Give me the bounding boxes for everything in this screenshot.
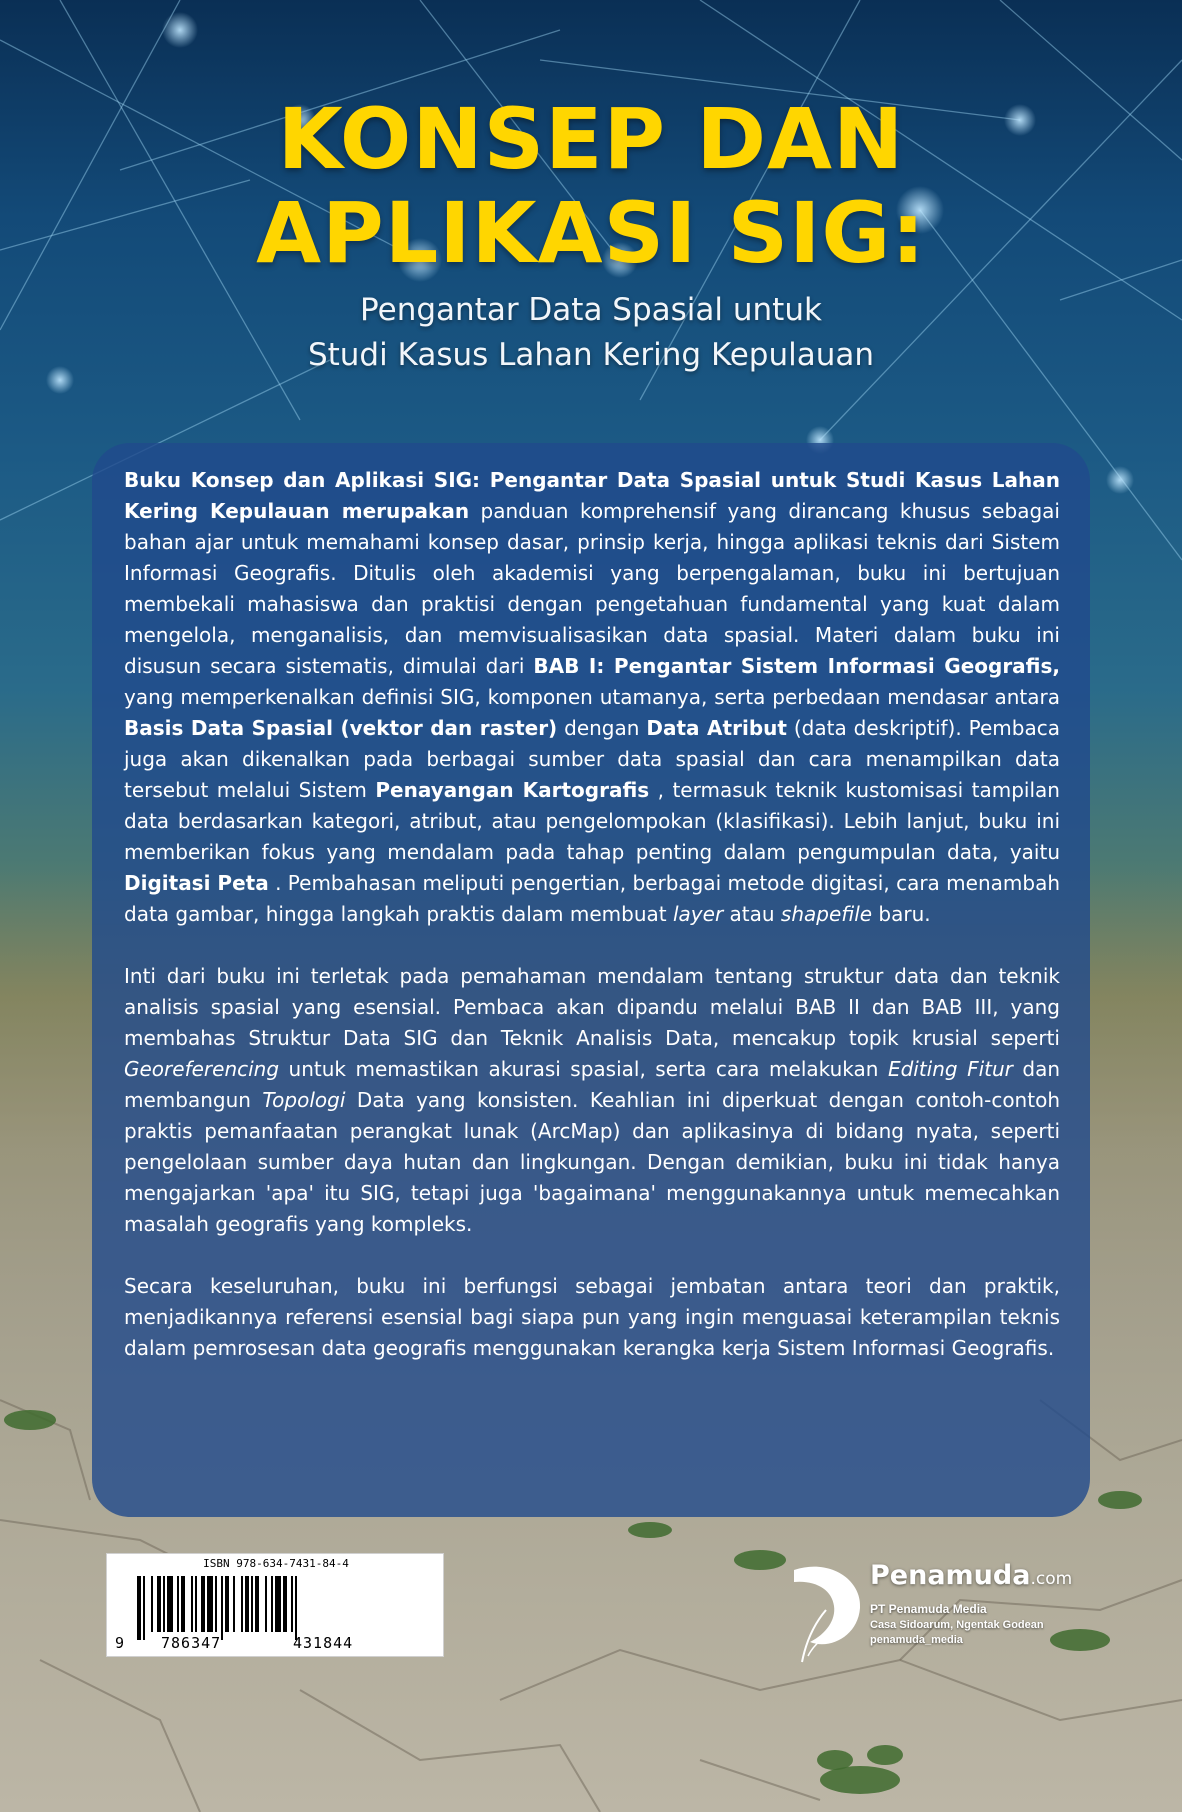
subtitle-line-2: Studi Kasus Lahan Kering Kepulauan: [307, 337, 875, 373]
publisher-logo-icon: [790, 1558, 864, 1668]
text-run: Basis Data Spasial (vektor dan raster): [124, 716, 558, 740]
barcode-bar: [215, 1576, 217, 1632]
synopsis-paragraph-3: [124, 1271, 1060, 1364]
text-run: Buku Konsep dan Aplikasi SIG: Pengantar Data Spasial untuk Studi Kasus Lahan Kering Kepulauan merupakan: [124, 468, 1060, 523]
barcode-bar: [255, 1576, 259, 1632]
publisher-name: [870, 1560, 1072, 1591]
text-run: Secara keseluruhan, buku ini berfungsi sebagai jembatan antara teori dan praktik, menjadikannya referensi esensial bagi siapa pun yang ingin menguasai keterampilan teknis dalam pemrosesan data geografis menggunakan kerangka kerja Sistem Informasi Geografis.: [124, 1274, 1060, 1360]
isbn-barcode: [106, 1553, 444, 1657]
text-run: Inti dari buku ini terletak pada pemahaman mendalam tentang struktur data dan teknik analisis spasial yang esensial. Pembaca akan dipandu melalui BAB II dan BAB III, yang membahas Struktur Data SIG dan Teknik Analisis Data, mencakup topik krusial seperti: [124, 964, 1060, 1050]
text-run: (data deskriptif). Pembaca juga akan dikenalkan pada berbagai sumber data spasial dan cara menampilkan data tersebut melalui Sistem: [124, 716, 1060, 802]
barcode-bar: [265, 1576, 267, 1632]
barcode-bar: [167, 1576, 173, 1632]
barcode-bar: [251, 1576, 253, 1632]
barcode-bar: [271, 1576, 273, 1632]
barcode-bar: [283, 1576, 287, 1632]
isbn-label: ISBN 978-634-7431-84-4: [203, 1557, 349, 1570]
book-subtitle: [0, 288, 1182, 378]
text-run: dengan: [557, 716, 647, 740]
text-run: atau: [723, 902, 781, 926]
text-run: dan membangun: [124, 1057, 1061, 1112]
barcode-bar: [291, 1576, 293, 1632]
synopsis-panel: [92, 443, 1090, 1517]
barcode-digit-lead: 9: [115, 1634, 125, 1652]
text-run: Digitasi Peta: [124, 871, 269, 895]
barcode-digits-left: 786347: [161, 1634, 222, 1652]
barcode-bars: [107, 1554, 445, 1658]
barcode-bar: [163, 1576, 165, 1632]
barcode-bar: [295, 1576, 297, 1640]
barcode-bar: [157, 1576, 161, 1632]
publisher-social: penamuda_media: [870, 1634, 963, 1646]
title-line-2: APLIKASI SIG:: [256, 184, 926, 282]
book-title: [0, 92, 1182, 280]
synopsis-paragraph-1: [124, 465, 1060, 930]
text-run: untuk memastikan akurasi spasial, serta cara melakukan: [279, 1057, 888, 1081]
barcode-bar: [181, 1576, 185, 1632]
barcode-bar: [233, 1576, 235, 1632]
text-run: Penayangan Kartografis: [375, 778, 650, 802]
text-run: baru.: [872, 902, 931, 926]
publisher-address: Casa Sidoarum, Ngentak Godean: [870, 1619, 1044, 1631]
publisher-name-text: Penamuda: [870, 1560, 1031, 1591]
barcode-bar: [275, 1576, 281, 1632]
text-run: Georeferencing: [124, 1057, 280, 1081]
publisher-company: PT Penamuda Media: [870, 1602, 987, 1616]
barcode-bar: [245, 1576, 249, 1632]
barcode-digits-right: 431844: [293, 1634, 354, 1652]
barcode-bar: [137, 1576, 141, 1640]
text-run: shapefile: [780, 902, 873, 926]
barcode-bar: [201, 1576, 205, 1632]
text-run: Editing Fitur: [887, 1057, 1013, 1081]
text-run: , termasuk teknik kustomisasi tampilan data berdasarkan kategori, atribut, atau pengelompokan (klasifikasi). Lebih lanjut, buku ini memberikan fokus yang mendalam pada tahap penting dalam pengumpulan data, yaitu: [124, 778, 1060, 864]
barcode-bar: [221, 1576, 223, 1640]
subtitle-line-1: Pengantar Data Spasial untuk: [360, 292, 822, 328]
text-run: Topologi: [262, 1088, 346, 1112]
barcode-bar: [177, 1576, 179, 1632]
text-run: Data yang konsisten. Keahlian ini diperkuat dengan contoh-contoh praktis pemanfaatan perangkat lunak (ArcMap) dan aplikasinya di bidang nyata, seperti pengelolaan sumber daya hutan dan lingkungan. Dengan demikian, buku ini tidak hanya mengajarkan 'apa' itu SIG, tetapi juga 'bagaimana' menggunakannya untuk memecahkan masalah geografis yang kompleks.: [124, 1088, 1060, 1236]
barcode-bar: [225, 1576, 229, 1632]
publisher-block: [790, 1558, 1090, 1668]
barcode-bar: [241, 1576, 243, 1632]
text-run: Data Atribut: [646, 716, 787, 740]
barcode-bar: [207, 1576, 213, 1632]
publisher-domain: .com: [1030, 1569, 1073, 1589]
text-run: . Pembahasan meliputi pengertian, berbagai metode digitasi, cara menambah data gambar, hingga langkah praktis dalam membuat: [124, 871, 1060, 926]
barcode-bar: [143, 1576, 145, 1640]
text-run: layer: [672, 902, 724, 926]
text-run: BAB I: Pengantar Sistem Informasi Geografis,: [533, 654, 1060, 678]
barcode-bar: [191, 1576, 193, 1632]
title-line-1: KONSEP DAN: [277, 90, 905, 188]
text-run: yang memperkenalkan definisi SIG, komponen utamanya, serta perbedaan mendasar antara: [124, 685, 1060, 709]
barcode-bar: [151, 1576, 153, 1632]
synopsis-paragraph-2: [124, 961, 1060, 1240]
barcode-bar: [195, 1576, 197, 1632]
text-run: panduan komprehensif yang dirancang khusus sebagai bahan ajar untuk memahami konsep dasar, prinsip kerja, hingga aplikasi teknis dari Sistem Informasi Geografis. Ditulis oleh akademisi yang berpengalaman, buku ini bertujuan membekali mahasiswa dan praktisi dengan pengetahuan fundamental yang kuat dalam mengelola, menganalisis, dan memvisualisasikan data spasial. Materi dalam buku ini disusun secara sistematis, dimulai dari: [124, 499, 1060, 678]
